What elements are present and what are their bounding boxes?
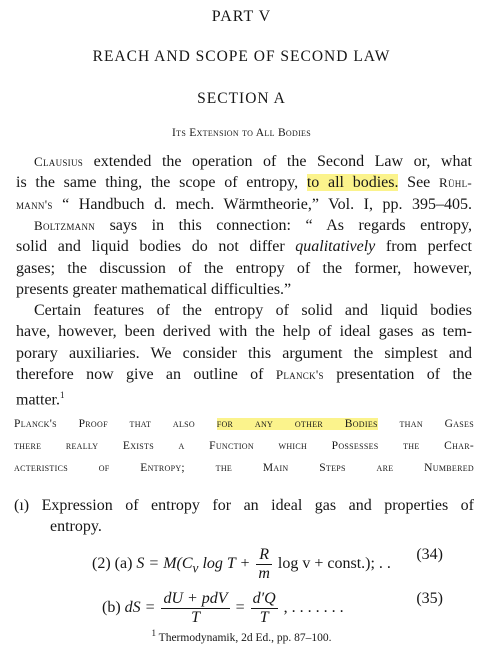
equation-35-number: (35) xyxy=(416,590,443,607)
equation-35-lhs: dS = xyxy=(124,599,160,617)
para3-line3: porary auxiliaries. We consider this argument the simplest and xyxy=(16,344,472,362)
para3-line1: Certain features of the entropy of solid and liquid bodies xyxy=(34,302,472,319)
para1-line3-text: “ Handbuch d. mech. Wärmtheorie,” Vol. I, pp. 395–405. xyxy=(52,195,472,213)
fraction-1-numerator: dU + pdV xyxy=(163,590,228,607)
equation-34-lhs: S = M(C xyxy=(136,555,193,573)
step-1 xyxy=(14,495,474,538)
paragraph-certain-features xyxy=(16,300,472,411)
footnote-mark: 1 xyxy=(151,628,157,638)
fraction-2-denominator: T xyxy=(259,609,269,626)
para3-line4-text-a: therefore now give an outline of xyxy=(16,365,276,383)
equation-35-label: (b) xyxy=(102,599,125,617)
para1-line3 xyxy=(16,194,472,215)
fraction-1-denominator: T xyxy=(191,609,200,626)
proof-heading xyxy=(14,413,474,479)
equation-34-fraction xyxy=(256,546,272,583)
para2-line4: presents greater mathematical difficulties.” xyxy=(16,280,292,298)
highlight-any-other-bodies: for any other Bodies xyxy=(216,418,378,430)
equation-34-rest: log v + const.); . . xyxy=(273,555,391,573)
step-1-line1: (ı) Expression of entropy for an ideal gas and properties of xyxy=(14,497,474,514)
equation-35-equals: = xyxy=(231,599,249,617)
highlight-to-all-bodies: to all bodies. xyxy=(306,174,399,192)
equation-35-fraction-1 xyxy=(161,590,229,627)
equation-35-rest: , . . . . . . . xyxy=(279,599,344,617)
para2-line2-text-b: from perfect xyxy=(375,238,472,256)
part-title: PART V xyxy=(211,8,272,25)
equation-34-label: (2) (a) xyxy=(92,555,137,573)
para3-line5-text: matter. xyxy=(16,391,60,409)
proof-heading-line3: acteristics of Entropy; the Main Steps are Numbered xyxy=(14,462,474,474)
para1-line2-text-b: See xyxy=(398,174,439,192)
para1-line1-text: extended the operation of the Second Law or, what xyxy=(83,153,472,170)
fraction-denominator: m xyxy=(258,565,270,582)
para3-line2: have, however, been derived with the help of ideal gases as tem- xyxy=(16,323,472,341)
equation-35-fraction-2 xyxy=(251,590,278,627)
equation-34-subscript: v xyxy=(192,560,199,576)
chapter-title: REACH AND SCOPE OF SECOND LAW xyxy=(92,48,391,65)
para2-line1 xyxy=(16,215,472,236)
proof-heading-line1 xyxy=(14,413,474,435)
para1-line1 xyxy=(16,151,472,172)
name-clausius: Clausius xyxy=(34,154,84,169)
emphasis-qualitatively: qualitatively xyxy=(295,238,376,256)
para2-line1-text: says in this connection: “ As regards entropy, xyxy=(95,217,472,234)
para3-line4 xyxy=(16,364,472,385)
fraction-2-numerator: d′Q xyxy=(252,590,276,607)
para1-line2 xyxy=(16,172,472,193)
footnote-text: Thermodynamik, 2d Ed., pp. 87–100. xyxy=(156,631,332,644)
name-boltzmann: Boltzmann xyxy=(34,218,96,233)
step-1-line2: entropy. xyxy=(50,518,102,536)
section-title: SECTION A xyxy=(197,90,286,107)
proof-heading-line1-a: Planck's Proof that also xyxy=(14,418,217,430)
proof-heading-line1-b: than Gases xyxy=(377,418,474,430)
para2-line2 xyxy=(16,236,472,257)
paragraph-boltzmann xyxy=(16,215,472,300)
fraction-numerator: R xyxy=(256,546,272,565)
equation-34-mid: log T + xyxy=(198,555,255,573)
name-ruhlmann-a: Rühl- xyxy=(439,175,472,191)
para2-line2-text-a: solid and liquid bodies do not differ xyxy=(16,238,296,256)
para1-line2-text-a: is the same thing, the scope of entropy, xyxy=(16,174,307,192)
equation-34-expression xyxy=(92,546,391,583)
name-planck: Planck's xyxy=(275,366,324,382)
para3-line5 xyxy=(16,385,472,411)
para3-line4-text-b: presentation of the xyxy=(323,365,472,383)
proof-heading-line2: there really Exists a Function which Possesses the Char- xyxy=(14,440,474,452)
subsection-title xyxy=(0,124,483,141)
equation-34-number: (34) xyxy=(416,546,443,563)
para2-line3: gases; the discussion of the entropy of the former, however, xyxy=(16,259,472,277)
footnote xyxy=(0,628,483,644)
paragraph-clausius xyxy=(16,151,472,215)
equation-35-expression xyxy=(102,590,344,627)
name-ruhlmann-b: mann's xyxy=(16,196,53,212)
footnote-marker: 1 xyxy=(59,390,65,401)
subsection-title-text: Its Extension to All Bodies xyxy=(172,127,311,139)
